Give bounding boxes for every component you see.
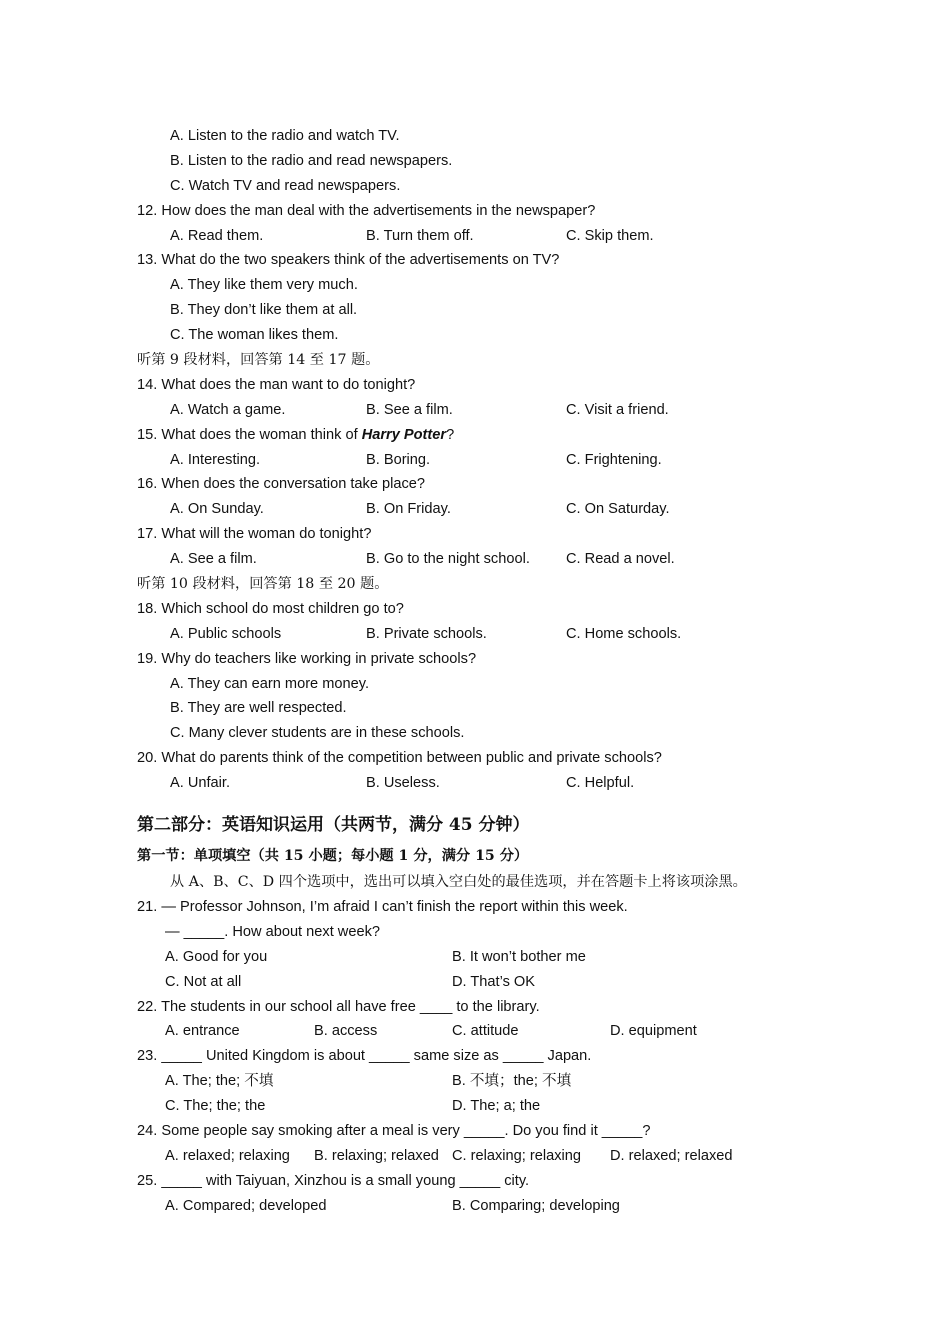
q11-option-c: C. Watch TV and read newspapers. bbox=[170, 177, 401, 194]
q16-option-a: A. On Sunday. bbox=[170, 501, 264, 518]
q25-option-b: B. Comparing; developing bbox=[452, 1197, 620, 1214]
q24-option-d: D. relaxed; relaxed bbox=[610, 1147, 733, 1164]
q11-option-b: B. Listen to the radio and read newspapers. bbox=[170, 152, 453, 169]
q13-option-c: C. The woman likes them. bbox=[170, 327, 339, 344]
q21-stem: 21. — Professor Johnson, I’m afraid I can’t finish the report within this week. bbox=[137, 898, 628, 915]
q16-stem: 16. When does the conversation take place? bbox=[137, 476, 426, 493]
q11-option-a: A. Listen to the radio and watch TV. bbox=[170, 128, 400, 144]
q14-options bbox=[137, 398, 917, 423]
section-1-instruction: 从 A、B、C、D 四个选项中，选出可以填入空白处的最佳选项，并在答题卡上将该项涂黑。 bbox=[170, 874, 747, 891]
q19-option-b: B. They are well respected. bbox=[170, 700, 347, 717]
q23-stem: 23. _____ United Kingdom is about _____ same size as _____ Japan. bbox=[137, 1048, 592, 1065]
q12-option-c: C. Skip them. bbox=[566, 227, 654, 244]
q25-stem: 25. _____ with Taiyuan, Xinzhou is a small young _____ city. bbox=[137, 1172, 530, 1189]
q17-option-a: A. See a film. bbox=[170, 551, 257, 568]
q25-options bbox=[137, 1194, 917, 1219]
q20-option-a: A. Unfair. bbox=[170, 775, 231, 792]
q22-options bbox=[137, 1019, 917, 1044]
q23-option-a: A. The; the; 不填 bbox=[165, 1073, 274, 1090]
q15-option-a: A. Interesting. bbox=[170, 451, 261, 468]
q23-options-row-2 bbox=[137, 1094, 917, 1119]
part-2-heading: 第二部分：英语知识运用（共两节，满分 45 分钟） bbox=[137, 815, 530, 836]
q17-option-c: C. Read a novel. bbox=[566, 551, 675, 568]
q17-option-b: B. Go to the night school. bbox=[366, 551, 530, 568]
q14-stem: 14. What does the man want to do tonight? bbox=[137, 376, 416, 393]
q12-option-b: B. Turn them off. bbox=[366, 227, 474, 244]
q14-option-b: B. See a film. bbox=[366, 401, 453, 418]
q13-option-b: B. They don’t like them at all. bbox=[170, 302, 358, 319]
q22-option-a: A. entrance bbox=[165, 1023, 240, 1040]
q21-reply: — _____. How about next week? bbox=[165, 923, 380, 940]
q20-option-c: C. Helpful. bbox=[566, 775, 635, 792]
q21-options-row-2 bbox=[137, 970, 917, 995]
q24-options bbox=[137, 1144, 917, 1169]
q13-option-a: A. They like them very much. bbox=[170, 277, 358, 294]
q15-options bbox=[137, 448, 917, 473]
q16-options bbox=[137, 497, 917, 522]
q22-stem: 22. The students in our school all have free ____ to the library. bbox=[137, 998, 540, 1015]
q15-book-title: Harry Potter bbox=[361, 426, 447, 443]
q17-options bbox=[137, 547, 917, 572]
q18-stem: 18. Which school do most children go to? bbox=[137, 600, 404, 617]
q15-stem bbox=[137, 423, 917, 448]
q14-option-c: C. Visit a friend. bbox=[566, 401, 669, 418]
q15-option-c: C. Frightening. bbox=[566, 451, 662, 468]
q15-stem-pre: 15. What does the woman think of bbox=[137, 426, 362, 443]
q20-options bbox=[137, 771, 917, 796]
q12-option-a: A. Read them. bbox=[170, 227, 264, 244]
q24-option-b: B. relaxing; relaxed bbox=[314, 1147, 439, 1164]
q18-option-b: B. Private schools. bbox=[366, 625, 487, 642]
q19-stem: 19. Why do teachers like working in private schools? bbox=[137, 650, 477, 667]
q20-option-b: B. Useless. bbox=[366, 775, 440, 792]
q12-options bbox=[137, 224, 917, 249]
q18-option-a: A. Public schools bbox=[170, 625, 282, 642]
page-content bbox=[137, 124, 917, 1219]
q16-option-b: B. On Friday. bbox=[366, 501, 451, 518]
q21-option-a: A. Good for you bbox=[165, 948, 268, 965]
q18-options bbox=[137, 622, 917, 647]
q21-options-row-1 bbox=[137, 945, 917, 970]
q23-option-b: B. 不填；the; 不填 bbox=[452, 1073, 572, 1090]
q16-option-c: C. On Saturday. bbox=[566, 501, 670, 518]
q21-option-c: C. Not at all bbox=[165, 973, 242, 990]
q21-option-b: B. It won’t bother me bbox=[452, 948, 586, 965]
q24-stem: 24. Some people say smoking after a meal is very _____. Do you find it _____? bbox=[137, 1122, 651, 1139]
q23-option-d: D. The; a; the bbox=[452, 1098, 541, 1115]
q22-option-b: B. access bbox=[314, 1023, 378, 1040]
q13-stem: 13. What do the two speakers think of the advertisements on TV? bbox=[137, 252, 560, 269]
q18-option-c: C. Home schools. bbox=[566, 625, 682, 642]
q14-option-a: A. Watch a game. bbox=[170, 401, 286, 418]
q22-option-c: C. attitude bbox=[452, 1023, 519, 1040]
q25-option-a: A. Compared; developed bbox=[165, 1197, 327, 1214]
passage-9-instruction: 听第 9 段材料，回答第 14 至 17 题。 bbox=[137, 352, 380, 369]
q23-options-row-1 bbox=[137, 1069, 917, 1094]
q19-option-a: A. They can earn more money. bbox=[170, 675, 370, 692]
q17-stem: 17. What will the woman do tonight? bbox=[137, 526, 372, 543]
q15-option-b: B. Boring. bbox=[366, 451, 431, 468]
q19-option-c: C. Many clever students are in these schools. bbox=[170, 725, 465, 742]
q15-stem-post: ? bbox=[446, 426, 455, 443]
q21-option-d: D. That’s OK bbox=[452, 973, 536, 990]
q24-option-a: A. relaxed; relaxing bbox=[165, 1147, 290, 1164]
q23-option-c: C. The; the; the bbox=[165, 1098, 266, 1115]
passage-10-instruction: 听第 10 段材料，回答第 18 至 20 题。 bbox=[137, 576, 389, 593]
q20-stem: 20. What do parents think of the competition between public and private schools? bbox=[137, 750, 662, 767]
section-1-heading: 第一节：单项填空（共 15 小题；每小题 1 分，满分 15 分） bbox=[137, 848, 529, 865]
q12-stem: 12. How does the man deal with the advertisements in the newspaper? bbox=[137, 202, 596, 219]
q24-option-c: C. relaxing; relaxing bbox=[452, 1147, 581, 1164]
q22-option-d: D. equipment bbox=[610, 1023, 697, 1040]
